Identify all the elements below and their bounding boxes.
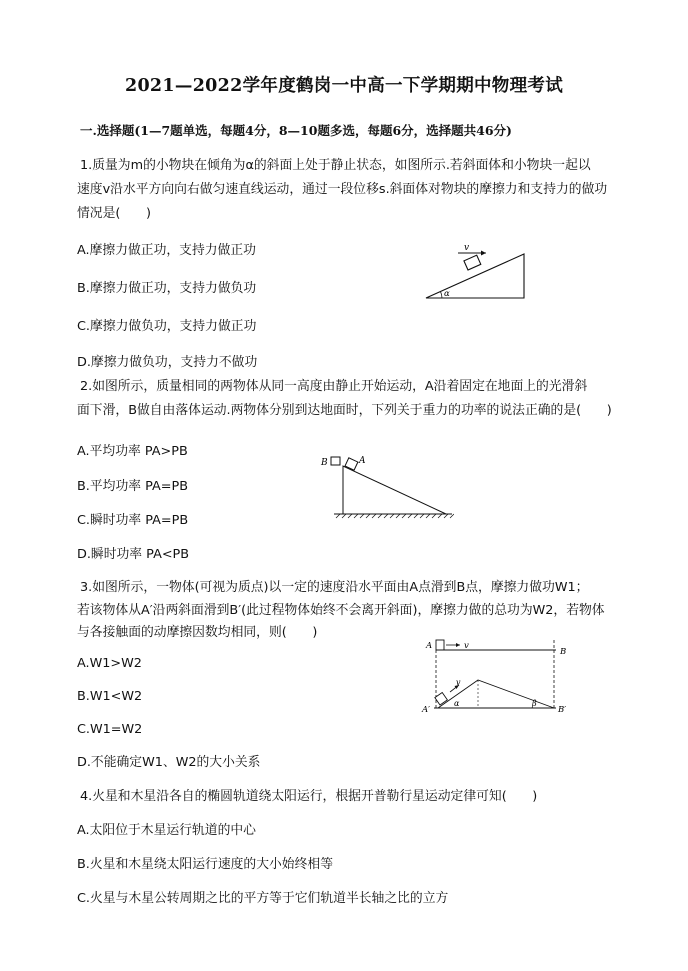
page-title: 2021—2022学年度鹤岗一中高一下学期期中物理考试 — [124, 76, 563, 96]
q1-option-a: A.摩擦力做正功，支持力做正功 — [77, 243, 256, 258]
q4-line-1: 4.火星和木星沿各自的椭圆轨道绕太阳运行，根据开普勒行星运动定律可知( ) — [80, 789, 538, 804]
q1-incline-figure — [420, 240, 532, 302]
q1-option-c: C.摩擦力做负功，支持力做正功 — [77, 319, 257, 334]
q1-line-1: 1.质量为m的小物块在倾角为α的斜面上处于静止状态，如图所示.若斜面体和小物块一起以 — [80, 158, 591, 173]
q2-b-label: B — [321, 458, 328, 468]
q2-option-b: B.平均功率 PA=PB — [77, 479, 188, 494]
q2-option-a: A.平均功率 PA>PB — [77, 444, 188, 459]
q3-line-1: 3.如图所示，一物体(可视为质点)以一定的速度沿水平面由A点滑到B点，摩擦力做功W1； — [80, 580, 589, 595]
q3-line-3: 与各接触面的动摩擦因数均相同，则( ) — [77, 625, 318, 640]
q3-top-v-label: v — [464, 641, 469, 651]
q1-line-2: 速度v沿水平方向向右做匀速直线运动，通过一段位移s.斜面体对物块的摩擦力和支持力的做功 — [77, 182, 608, 197]
q3-option-d: D.不能确定W1、W2的大小关系 — [77, 755, 261, 770]
q3-alpha-label: α — [454, 699, 460, 708]
section-heading: 一.选择题(1—7题单选，每题4分，8—10题多选，每题6分，选择题共46分) — [80, 123, 512, 138]
q3-a-prime-label: A′ — [422, 705, 431, 715]
q2-line-1: 2.如图所示，质量相同的两物体从同一高度由静止开始运动，A沿着固定在地面上的光滑斜 — [80, 379, 588, 394]
q3-line-2: 若该物体从A′沿两斜面滑到B′(此过程物体始终不会离开斜面)，摩擦力做的总功为W2，若物体 — [77, 603, 605, 618]
q3-beta-label: β — [532, 699, 537, 708]
q3-option-c: C.W1=W2 — [77, 722, 143, 737]
q1-alpha-label: α — [444, 289, 450, 299]
q3-a-label: A — [426, 641, 433, 651]
q3-b-prime-label: B′ — [558, 705, 567, 715]
q3-option-a: A.W1>W2 — [77, 656, 142, 671]
q1-option-b: B.摩擦力做正功，支持力做负功 — [77, 281, 257, 296]
q3-slope-v-label: v — [456, 678, 461, 687]
q1-option-d: D.摩擦力做负功，支持力不做功 — [77, 355, 258, 370]
q4-option-b: B.火星和木星绕太阳运行速度的大小始终相等 — [77, 857, 333, 872]
q2-line-2: 面下滑，B做自由落体运动.两物体分别到达地面时，下列关于重力的功率的说法正确的是( ) — [77, 403, 612, 418]
q1-velocity-label: v — [464, 243, 470, 253]
q4-option-c: C.火星与木星公转周期之比的平方等于它们轨道半长轴之比的立方 — [77, 891, 449, 906]
q1-line-3: 情况是( ) — [77, 206, 151, 221]
q2-a-label: A — [359, 456, 366, 466]
q2-option-c: C.瞬时功率 PA=PB — [77, 513, 189, 528]
q3-option-b: B.W1<W2 — [77, 689, 143, 704]
q3-two-slopes-figure — [420, 630, 580, 718]
q3-b-label: B — [560, 647, 567, 657]
q4-option-a: A.太阳位于木星运行轨道的中心 — [77, 823, 256, 838]
q2-option-d: D.瞬时功率 PA<PB — [77, 547, 190, 562]
q2-incline-figure — [318, 452, 454, 524]
